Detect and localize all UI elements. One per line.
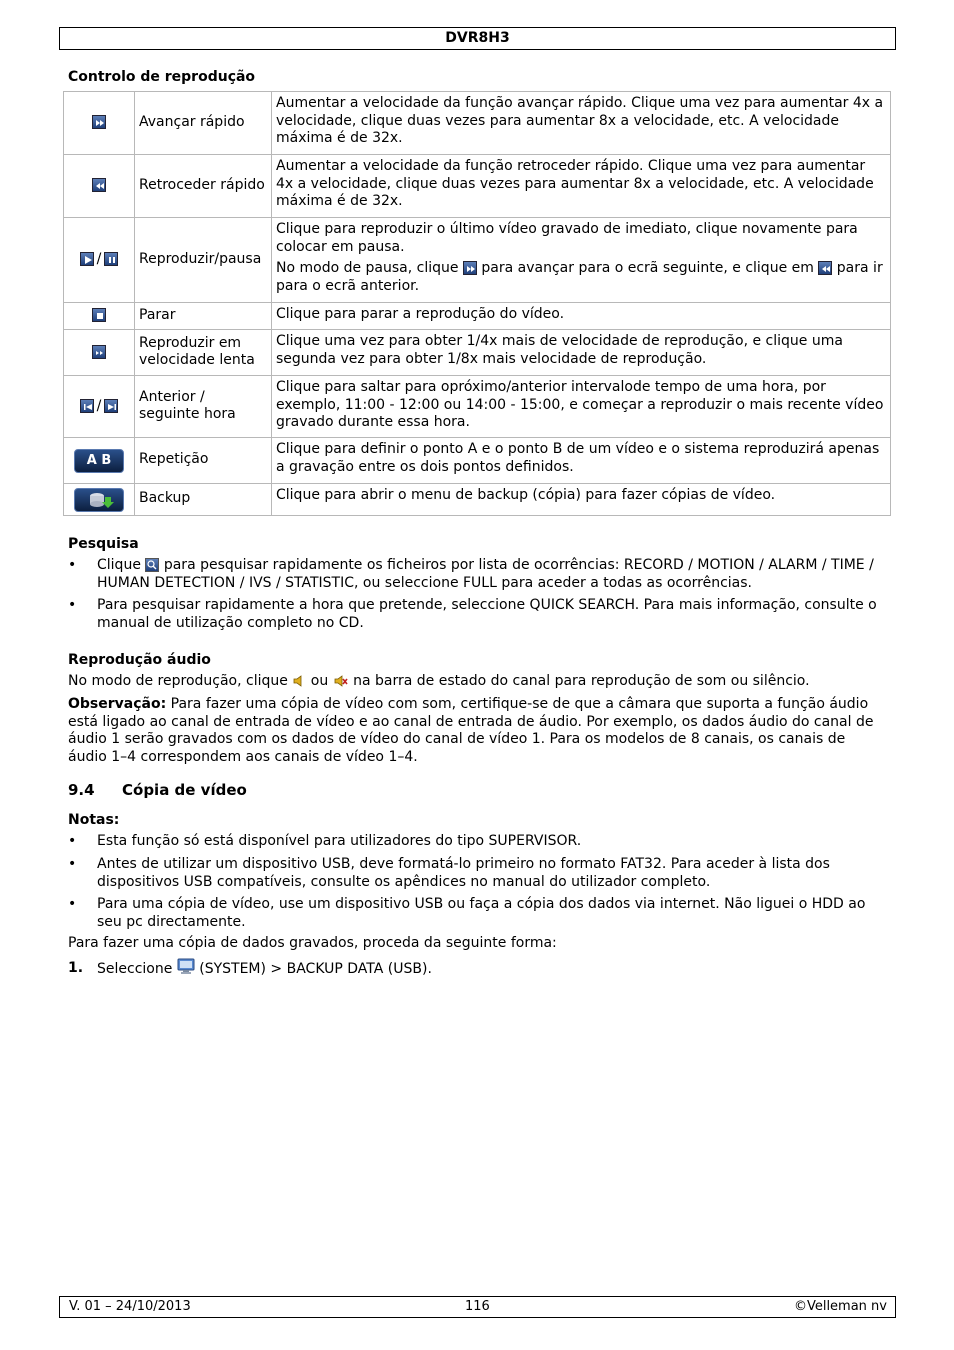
pause-icon (104, 252, 118, 266)
bullet: • (68, 833, 77, 849)
fast-forward-icon (463, 261, 477, 275)
control-description: Aumentar a velocidade da função avançar rápido. Clique uma vez para aumentar 4x a velocidade, clique duas vezes para aumentar 8x a velocidade, etc. A velocidade máxima é de 32x. (272, 92, 891, 155)
control-description: Clique uma vez para obter 1/4x mais de velocidade de reprodução, e clique uma segunda vez para obter 1/8x mais velocidade de reprodução. (272, 330, 891, 376)
table-row (64, 484, 891, 516)
list-item: • Para uma cópia de vídeo, use um dispositivo USB ou faça a cópia dos dados via internet. Não liguei o HDD ao seu pc directamente. (68, 896, 866, 930)
table-row (64, 155, 891, 218)
playback-controls-table (63, 91, 891, 516)
previous-hour-icon (80, 399, 94, 413)
control-description: Clique para parar a reprodução do vídeo. (272, 303, 891, 330)
note-label: Observação: (68, 696, 167, 712)
control-name: Parar (135, 303, 272, 330)
playback-section-title: Controlo de reprodução (68, 69, 256, 85)
separator: / (96, 397, 102, 414)
rewind-icon (92, 178, 106, 192)
bullet: • (68, 557, 77, 573)
backup-icon (74, 488, 124, 512)
document-footer (59, 1296, 896, 1318)
step-item: 1. Seleccione (SYSTEM) > BACKUP DATA (USB). (68, 960, 888, 979)
search-icon (145, 558, 159, 572)
next-hour-icon (104, 399, 118, 413)
control-name: Backup (135, 484, 272, 516)
list-item: • Antes de utilizar um dispositivo USB, deve formatá-lo primeiro no formato FAT32. Para aceder à lista dos dispositivos USB compatíveis, consulte os apêndices no manual do utilizador completo. (68, 856, 830, 890)
document-header (59, 27, 896, 50)
version-date: V. 01 – 24/10/2013 (69, 1299, 191, 1314)
control-name: Retroceder rápido (135, 155, 272, 218)
notes-label: Notas: (68, 812, 120, 828)
audio-section-title: Reprodução áudio (68, 652, 211, 668)
control-description: Clique para abrir o menu de backup (cópia) para fazer cópias de vídeo. (272, 484, 891, 516)
control-description: Aumentar a velocidade da função retroceder rápido. Clique uma vez para aumentar 4x a velocidade, clique duas vezes para aumentar 8x a velocidade, etc. A velocidade máxima é de 32x. (272, 155, 891, 218)
stop-icon (92, 308, 106, 322)
control-name: Repetição (135, 438, 272, 484)
control-name: Reproduzir em velocidade lenta (135, 330, 272, 376)
table-row (64, 218, 891, 303)
rewind-icon (818, 261, 832, 275)
slow-play-icon (92, 345, 106, 359)
page-number: 116 (465, 1299, 490, 1314)
model-name: DVR8H3 (445, 30, 510, 46)
control-name: Reproduzir/pausa (135, 218, 272, 303)
section-heading: 9.4 Cópia de vídeo (68, 781, 247, 799)
bullet: • (68, 856, 77, 872)
audio-note: Observação: Para fazer uma cópia de vídeo com som, certifique-se de que a câmara que suporta a função áudio está ligado ao canal de entrada de vídeo e ao canal de entrada de áudio. Por exemplo, os dados áudio do canal de áudio 1 serão gravados com os dados de vídeo do canal de vídeo 1. Para os modelos de 8 canais, os canais de áudio 1–4 correspondem aos canais de vídeo 1–4. (68, 696, 874, 765)
table-row (64, 376, 891, 438)
list-item: • Para pesquisar rapidamente a hora que pretende, seleccione QUICK SEARCH. Para mais informação, consulte o manual de utilização completo no CD. (68, 597, 877, 631)
control-description: Clique para reproduzir o último vídeo gravado de imediato, clique novamente para colocar em pausa. (276, 221, 858, 255)
list-item: • Clique para pesquisar rapidamente os ficheiros por lista de ocorrências: RECORD / MOTION / ALARM / TIME / HUMAN DETECTION / IVS / STATISTIC, ou seleccione FULL para aceder a todas as ocorrências. (68, 557, 874, 591)
table-row (64, 438, 891, 484)
table-row (64, 303, 891, 330)
control-name: Avançar rápido (135, 92, 272, 155)
audio-paragraph: No modo de reprodução, clique ou na barra de estado do canal para reprodução de som ou silêncio. (68, 673, 810, 689)
speaker-mute-icon (333, 674, 349, 688)
play-icon (80, 252, 94, 266)
control-description-pause: No modo de pausa, clique para avançar para o ecrã seguinte, e clique em para ir para o ecrã anterior. (276, 260, 883, 294)
bullet: • (68, 896, 77, 912)
table-row (64, 92, 891, 155)
control-description: Clique para saltar para opróximo/anterior intervalode tempo de uma hora, por exemplo, 11:00 - 12:00 ou 14:00 - 15:00, e começar a reproduzir o mais recente vídeo gravado durante essa hora. (272, 376, 891, 438)
backup-intro: Para fazer uma cópia de dados gravados, proceda da seguinte forma: (68, 935, 557, 951)
search-section-title: Pesquisa (68, 536, 139, 552)
table-row (64, 330, 891, 376)
copyright: ©Velleman nv (793, 1299, 887, 1314)
fast-forward-icon (92, 115, 106, 129)
control-name: Anterior / seguinte hora (135, 376, 272, 438)
step-number: 1. (68, 960, 84, 976)
bullet: • (68, 597, 77, 613)
speaker-on-icon (292, 674, 306, 688)
separator: / (96, 251, 102, 268)
list-item: • Esta função só está disponível para utilizadores do tipo SUPERVISOR. (68, 833, 582, 849)
system-icon (177, 957, 195, 975)
control-description: Clique para definir o ponto A e o ponto B de um vídeo e o sistema reproduzirá apenas a gravação entre os dois pontos definidos. (272, 438, 891, 484)
ab-repeat-icon: A B (74, 449, 124, 473)
